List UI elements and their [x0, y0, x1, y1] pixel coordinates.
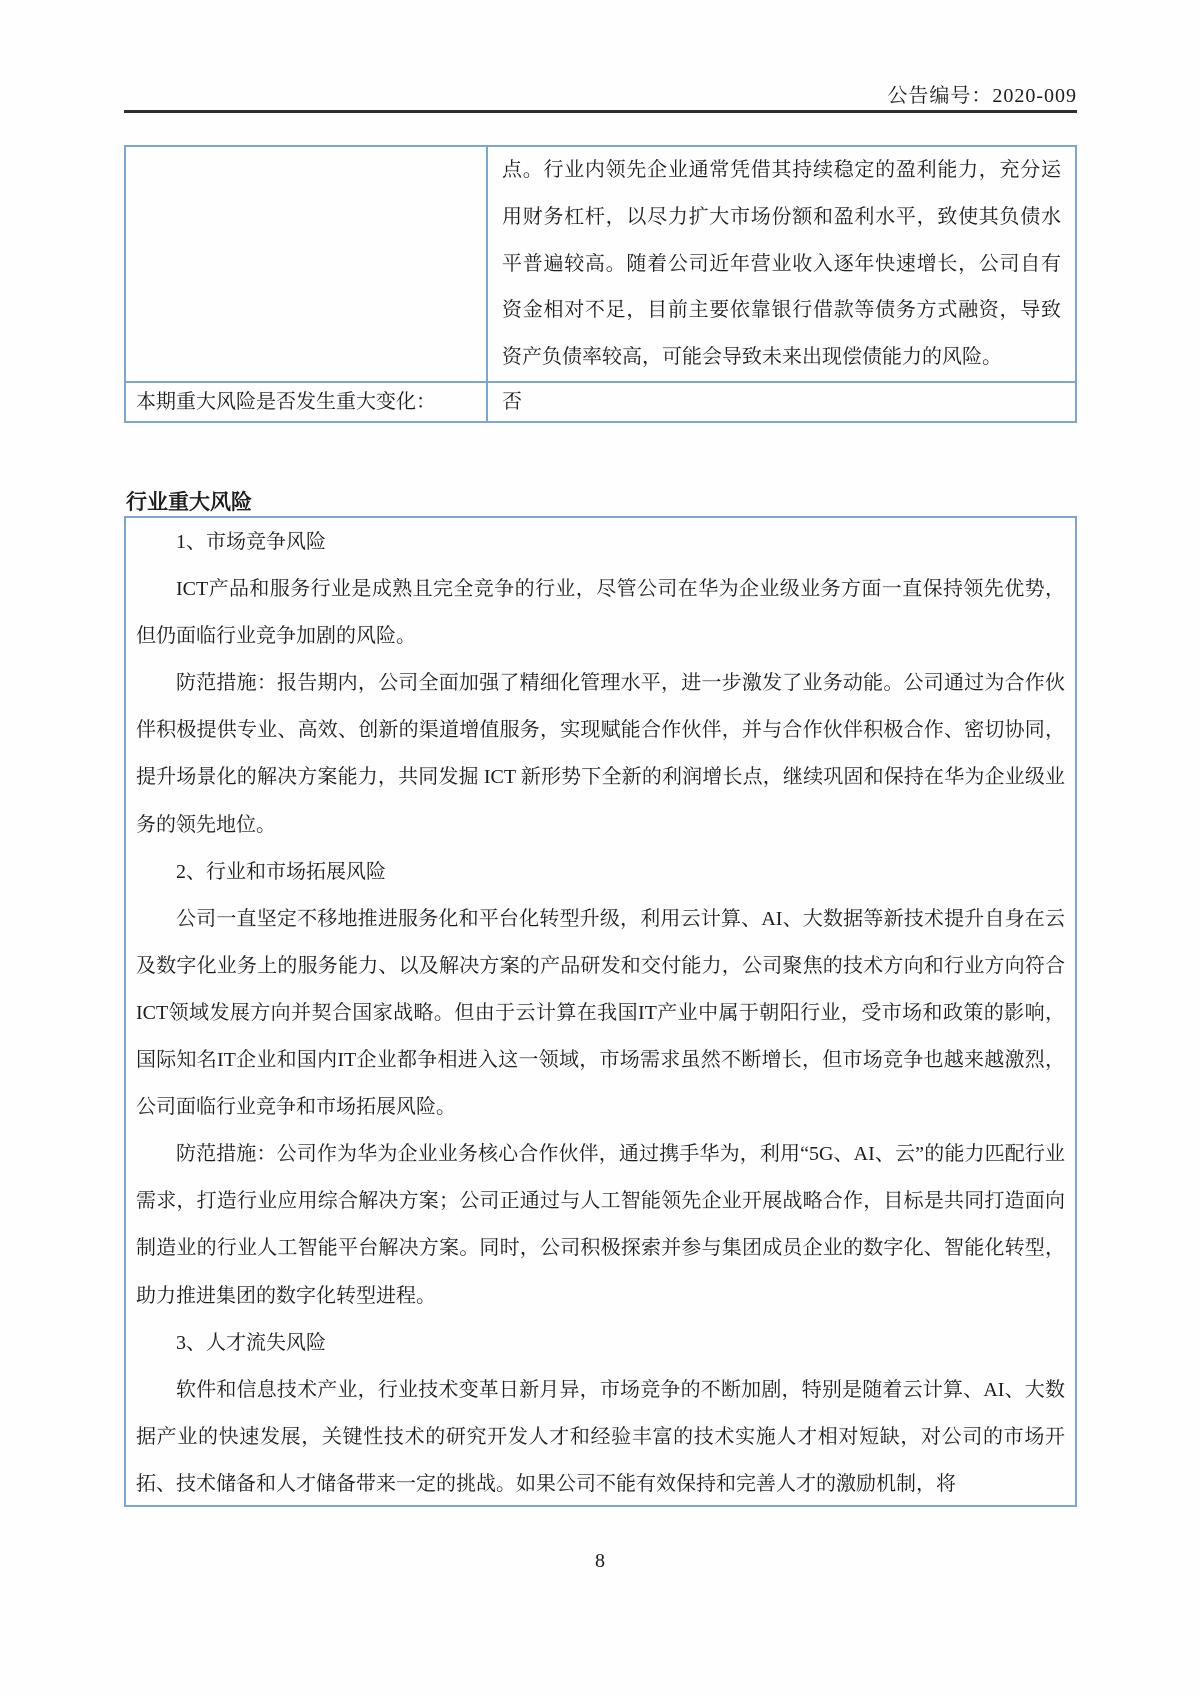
- announcement-number: 公告编号：2020-009: [887, 85, 1077, 107]
- paragraph: 公司一直坚定不移地推进服务化和平台化转型升级，利用云计算、AI、大数据等新技术提升自身在云及数字化业务上的服务能力、以及解决方案的产品研发和交付能力，公司聚焦的技术方向和行业方向符合ICT领域发展方向并契合国家战略。但由于云计算在我国IT产业中属于朝阳行业，受市场和政策的影响，国际知名IT企业和国内IT企业都争相进入这一领域，市场需求虽然不断增长，但市场竞争也越来越激烈，公司面临行业竞争和市场拓展风险。: [136, 907, 1065, 1119]
- paragraph: 软件和信息技术产业，行业技术变革日新月异，市场竞争的不断加剧，特别是随着云计算、AI、大数据产业的快速发展，关键性技术的研究开发人才和经验丰富的技术实施人才相对短缺，对公司的市场开拓、技术储备和人才储备带来一定的挑战。如果公司不能有效保持和完善人才的激励机制，将: [136, 1378, 1065, 1495]
- table-cell-value: 否: [502, 390, 522, 413]
- risk-change-table: [124, 145, 1077, 423]
- paragraph: 防范措施：公司作为华为企业业务核心合作伙伴，通过携手华为，利用“5G、AI、云”的能力匹配行业需求，打造行业应用综合解决方案；公司正通过与人工智能领先企业开展战略合作，目标是共同打造面向制造业的行业人工智能平台解决方案。同时，公司积极探索并参与集团成员企业的数字化、智能化转型，助力推进集团的数字化转型进程。: [136, 1143, 1065, 1307]
- table-row: [126, 381, 1075, 421]
- paragraph: 3、人才流失风险: [176, 1331, 326, 1354]
- page-number: 8: [595, 1550, 605, 1572]
- paragraph: 2、行业和市场拓展风险: [176, 860, 386, 883]
- table-cell-label: [126, 147, 488, 381]
- industry-risk-box: [124, 516, 1077, 1507]
- paragraph: ICT产品和服务行业是成熟且完全竞争的行业，尽管公司在华为企业级业务方面一直保持领先优势，但仍面临行业竞争加剧的风险。: [136, 578, 1065, 648]
- paragraph: 防范措施：报告期内，公司全面加强了精细化管理水平，进一步激发了业务动能。公司通过为合作伙伴积极提供专业、高效、创新的渠道增值服务，实现赋能合作伙伴，并与合作伙伴积极合作、密切协同，提升场景化的解决方案能力，共同发掘 ICT 新形势下全新的利润增长点，继续巩固和保持在华为企业级业务的领先地位。: [136, 672, 1065, 836]
- header-divider: [124, 110, 1077, 113]
- paragraph: 1、市场竞争风险: [176, 531, 326, 553]
- section-title: 行业重大风险: [126, 490, 252, 514]
- table-row: [126, 147, 1075, 381]
- table-cell-label: 本期重大风险是否发生重大变化：: [126, 383, 488, 421]
- table-cell-value: 点。行业内领先企业通常凭借其持续稳定的盈利能力，充分运用财务杠杆，以尽力扩大市场份额和盈利水平，致使其负债水平普遍较高。随着公司近年营业收入逐年快速增长，公司自有资金相对不足，目前主要依靠银行借款等债务方式融资，导致资产负债率较高，可能会导致未来出现偿债能力的风险。: [502, 159, 1061, 369]
